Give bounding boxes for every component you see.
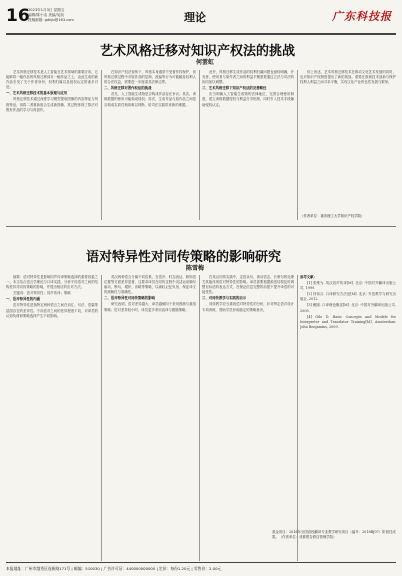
article1-column-1: [6, 70, 98, 220]
masthead-logo: 广东科技报: [332, 10, 392, 23]
article2-column-3: [202, 275, 294, 561]
page-header: [6, 6, 396, 32]
article1-column-4: [300, 70, 396, 208]
column-divider: [199, 275, 200, 561]
column-divider: [297, 70, 298, 220]
article1-column-3: [202, 70, 294, 220]
paragraph: 艺术风格迁移技术是人工智能在艺术领域的重要应用，它能够将一幅作品的风格迁移到另一幅作品之上，由此生成的新作品引发了关于作者身份、权利归属以及侵权认定的诸多讨论。: [6, 70, 98, 90]
paragraph: 语对特异性是指特定两种语言之间在词汇、句法、语篇等层面存在的差异性。不同语对之间的差异程度不同，对译员的认知负荷和策略选择产生不同影响。: [6, 303, 98, 318]
section-heading: 二、风格迁移对著作权法的挑战: [104, 86, 152, 91]
paragraph: 摘要：语对特异性是影响同声传译策略选择的重要因素之一。本文结合语言学理论与口译实践，分析不同语对之间的结构差异对同传策略的影响，并提出相应的应对方法。: [6, 275, 98, 290]
paragraph: 英汉两种语言分属不同语系，在语序、时态表达、修饰语位置等方面差异显著，这要求译员在同传过程中灵活运用顺句驱动、断句、增补、省略等策略，以减轻记忆负担，保证译文的流畅性与准确性。: [104, 275, 196, 295]
page-number: 16: [6, 6, 30, 26]
article-separator: [6, 226, 396, 227]
paragraph: 首先，人工智能生成物是否构成作品存在争议；其次，训练数据的使用可能构成侵权；再次，生成作品与原作品之间是否构成实质性相似难以判断，给司法实践带来新的难题。: [104, 92, 196, 107]
article2-references: [300, 275, 396, 525]
article1-author-affiliation: （作者单位：重庆理工大学知识产权学院）: [300, 214, 365, 218]
section-title: 理论: [184, 11, 206, 24]
issue-editors: 编辑/陈小洁 美编/吴凯: [28, 13, 64, 17]
issue-date: 2023年1月3日 星期五: [28, 8, 65, 12]
section-heading: 一、艺术风格迁移技术的基本原理与应用: [6, 91, 68, 96]
article2-fund-note: 基金项目：2018年全国高校翻译专业教学研究项目（编号：2018BJ07）阶段性成果。（作者单位：成都银杏酒店管理学院）: [272, 530, 396, 539]
section-heading: 三、对同传教学与实践的启示: [202, 296, 247, 301]
article1-column-2: [104, 70, 196, 220]
section-heading: 三、艺术风格迁移下知识产权法的完善路径: [202, 86, 267, 91]
paragraph: 同传教学应当重视语对特异性的分析，针对特定语对设计专项训练，帮助学员形成稳定的策略意识。: [202, 302, 294, 312]
submission-email: 投稿邮箱: gdkjb@163.com: [28, 18, 74, 22]
section-heading: 二、语对特异性对同传策略的影响: [104, 296, 155, 301]
paragraph: 研究表明，语对差异越大，译员越倾向于采用预测与重组策略；语对差异较小时，译员更多采用直译与跟随策略。: [104, 302, 196, 312]
column-divider: [101, 275, 102, 561]
header-rule: [6, 33, 396, 35]
column-divider: [199, 70, 200, 220]
paragraph: [4] Gile D. Basic Concepts and Models for Interpreter and Translator Training[M]. Amsterdam: John Benjamins, 2009.: [300, 314, 396, 329]
footer-rule: [6, 562, 396, 563]
paragraph: 综上所述，艺术风格迁移技术在推动文化艺术发展的同时，也对知识产权制度提出了新的挑战，需要在鼓励技术创新与保护权利人利益之间寻求平衡，实现文化产业的良性发展与繁荣。: [300, 70, 396, 85]
article2-title: 语对特异性对同传策略的影响研究: [86, 250, 282, 265]
section-heading: 参考文献：: [300, 275, 317, 279]
section-heading: 一、语对特异性的内涵: [6, 297, 40, 302]
paragraph: [1] 张维为. 英汉同声传译[M]. 北京: 中国对外翻译出版公司, 1999.: [300, 281, 396, 291]
page-footer: 本报地址：广州市越秀区连新路171号 | 邮编：510030 | 广告许可证：440000000000 | 定价：每份1.20元 | 零售价：2.00元: [6, 566, 222, 571]
article2-column-1: [6, 275, 98, 561]
article2-column-2: [104, 275, 196, 561]
article1-author: 何雲虹: [196, 59, 215, 66]
article2-author: 陈雪梅: [186, 265, 205, 272]
paragraph: [2] 仲伟合. 口译研究方法论[M]. 北京: 外语教学与研究出版社, 2012.: [300, 292, 396, 302]
paragraph: [3] 鲍刚. 口译理论概述[M]. 北京: 中国对外翻译出版公司, 2005.: [300, 303, 396, 313]
column-divider: [101, 70, 102, 220]
section-heading: 关键词：语对特异性；同声传译；策略: [13, 291, 71, 296]
paragraph: 在知识产权法视角下，风格本身通常不受著作权保护，但风格迁移过程中对原作品的复制、改编等行为可能触及权利人的合法权益，需要进一步厘清其法律边界。: [104, 70, 196, 85]
column-divider: [297, 275, 298, 561]
paragraph: 此外，风格迁移生成作品的权利归属问题也亟待明确，开发者、使用者与原作者之间的利益平衡需要通过立法与司法的协同加以调整。: [202, 70, 294, 85]
paragraph: 应当明确人工智能生成物的法律地位，完善合理使用制度，建立训练数据授权与利益分享机制，同时引入技术手段辅助侵权认定。: [202, 92, 294, 107]
paragraph: 风格迁移技术通过深度学习模型提取图像的内容特征与风格特征，再将二者重新组合生成新图像，其过程体现了算法对既有作品的学习与再创作。: [6, 97, 98, 112]
issue-meta: [28, 8, 74, 23]
article1-title: 艺术风格迁移对知识产权法的挑战: [100, 44, 296, 59]
paragraph: 在英汉同传实践中，定语从句、被动语态、长难句的处理尤其能体现语对特异性的影响。译员需要根据源语结构及时调整目标语的表达方式，在保证信息完整的前提下提升译语的可接受性。: [202, 275, 294, 295]
